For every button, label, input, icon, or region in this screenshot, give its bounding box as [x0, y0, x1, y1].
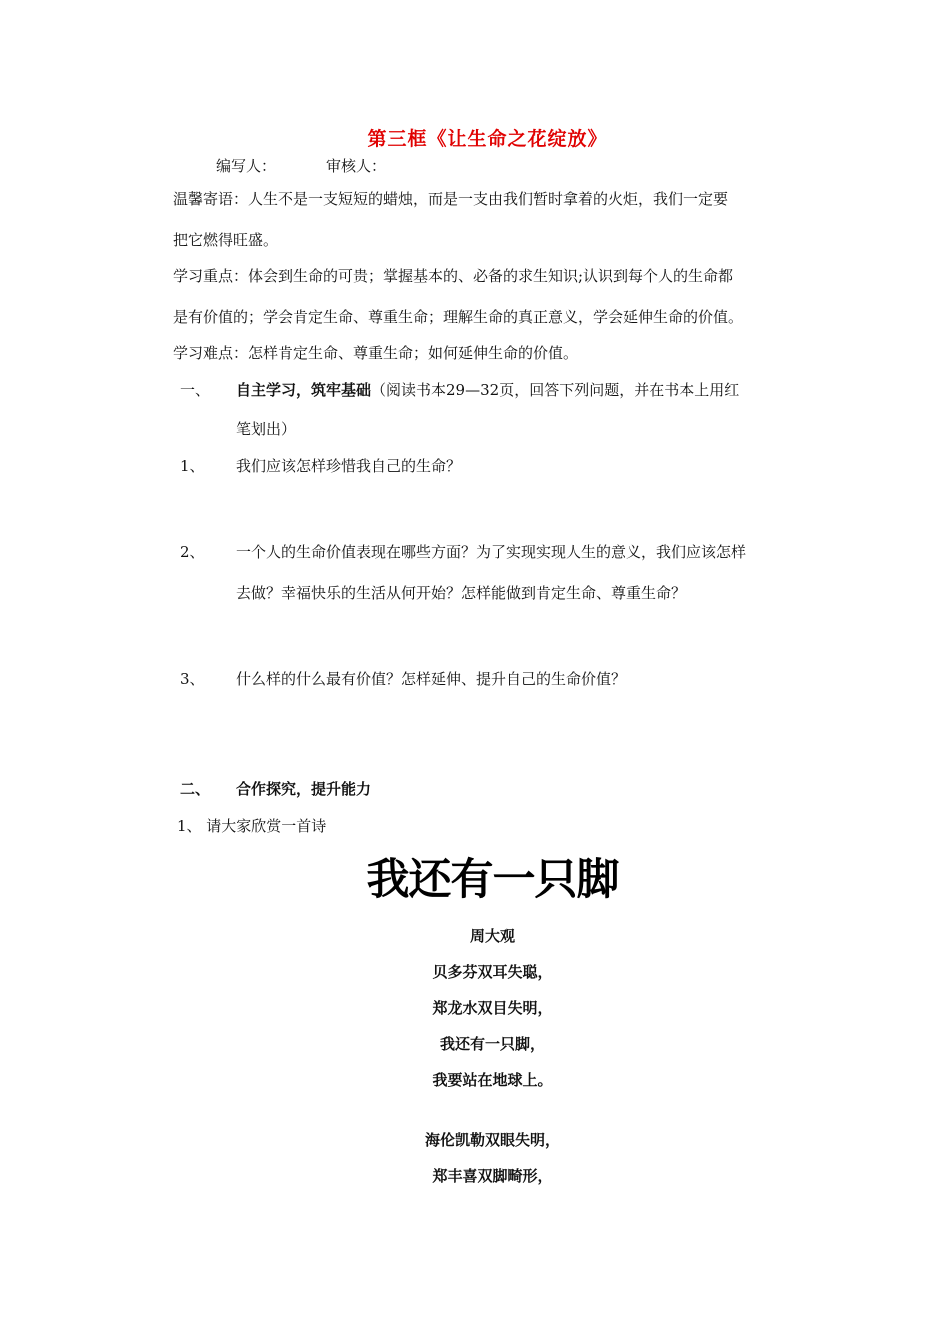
question-2-number: 2、 — [180, 543, 205, 561]
question-1-number: 1、 — [180, 457, 205, 475]
reviewer-label: 审核人： — [326, 157, 387, 175]
poem-line: 我还有一只脚， — [439, 1035, 545, 1053]
section-2-heading: 合作探究，提升能力 — [236, 780, 372, 798]
author-label: 编写人： — [216, 157, 277, 175]
section-1-note: （阅读书本29—32页，回答下列问题，并在书本上用红 — [371, 381, 740, 399]
poem-author: 周大观 — [469, 927, 515, 945]
warm-words-line-1: 温馨寄语：人生不是一支短短的蜡烛，而是一支由我们暂时拿着的火炬，我们一定要 — [173, 190, 729, 208]
poem-line: 我要站在地球上。 — [432, 1071, 553, 1089]
section-2-item-1: 1、 请大家欣赏一首诗 — [177, 817, 327, 835]
difficulties-line: 学习难点：怎样肯定生命、尊重生命；如何延伸生命的价值。 — [173, 344, 579, 362]
key-points-line-1: 学习重点：体会到生命的可贵；掌握基本的、必备的求生知识;认识到每个人的生命都 — [173, 267, 734, 285]
warm-words-line-2: 把它燃得旺盛。 — [173, 231, 279, 249]
question-3-number: 3、 — [180, 670, 205, 688]
section-2-number: 二、 — [180, 780, 211, 798]
poem-line: 郑龙水双目失明， — [432, 999, 553, 1017]
question-2-text-line-2: 去做？幸福快乐的生活从何开始？怎样能做到肯定生命、尊重生命？ — [236, 584, 687, 602]
key-points-line-2: 是有价值的；学会肯定生命、尊重生命；理解生命的真正意义，学会延伸生命的价值。 — [173, 308, 744, 326]
question-2-text-line-1: 一个人的生命价值表现在哪些方面？为了实现实现人生的意义，我们应该怎样 — [236, 543, 747, 561]
poem-line: 海伦凯勒双眼失明， — [424, 1131, 560, 1149]
section-1-heading: 自主学习，筑牢基础 — [236, 381, 372, 399]
page-title: 第三框《让生命之花绽放》 — [367, 128, 608, 150]
section-1-number: 一、 — [180, 381, 211, 399]
poem-line: 郑丰喜双脚畸形， — [432, 1167, 553, 1185]
question-3-text: 什么样的什么最有价值？怎样延伸、提升自己的生命价值？ — [236, 670, 627, 688]
poem-title: 我还有一只脚 — [366, 855, 619, 905]
section-1-heading-line — [236, 380, 739, 400]
section-1-note-line-2: 笔划出） — [236, 420, 297, 438]
question-1-text: 我们应该怎样珍惜我自己的生命？ — [236, 457, 462, 475]
poem-line: 贝多芬双耳失聪， — [432, 963, 553, 981]
